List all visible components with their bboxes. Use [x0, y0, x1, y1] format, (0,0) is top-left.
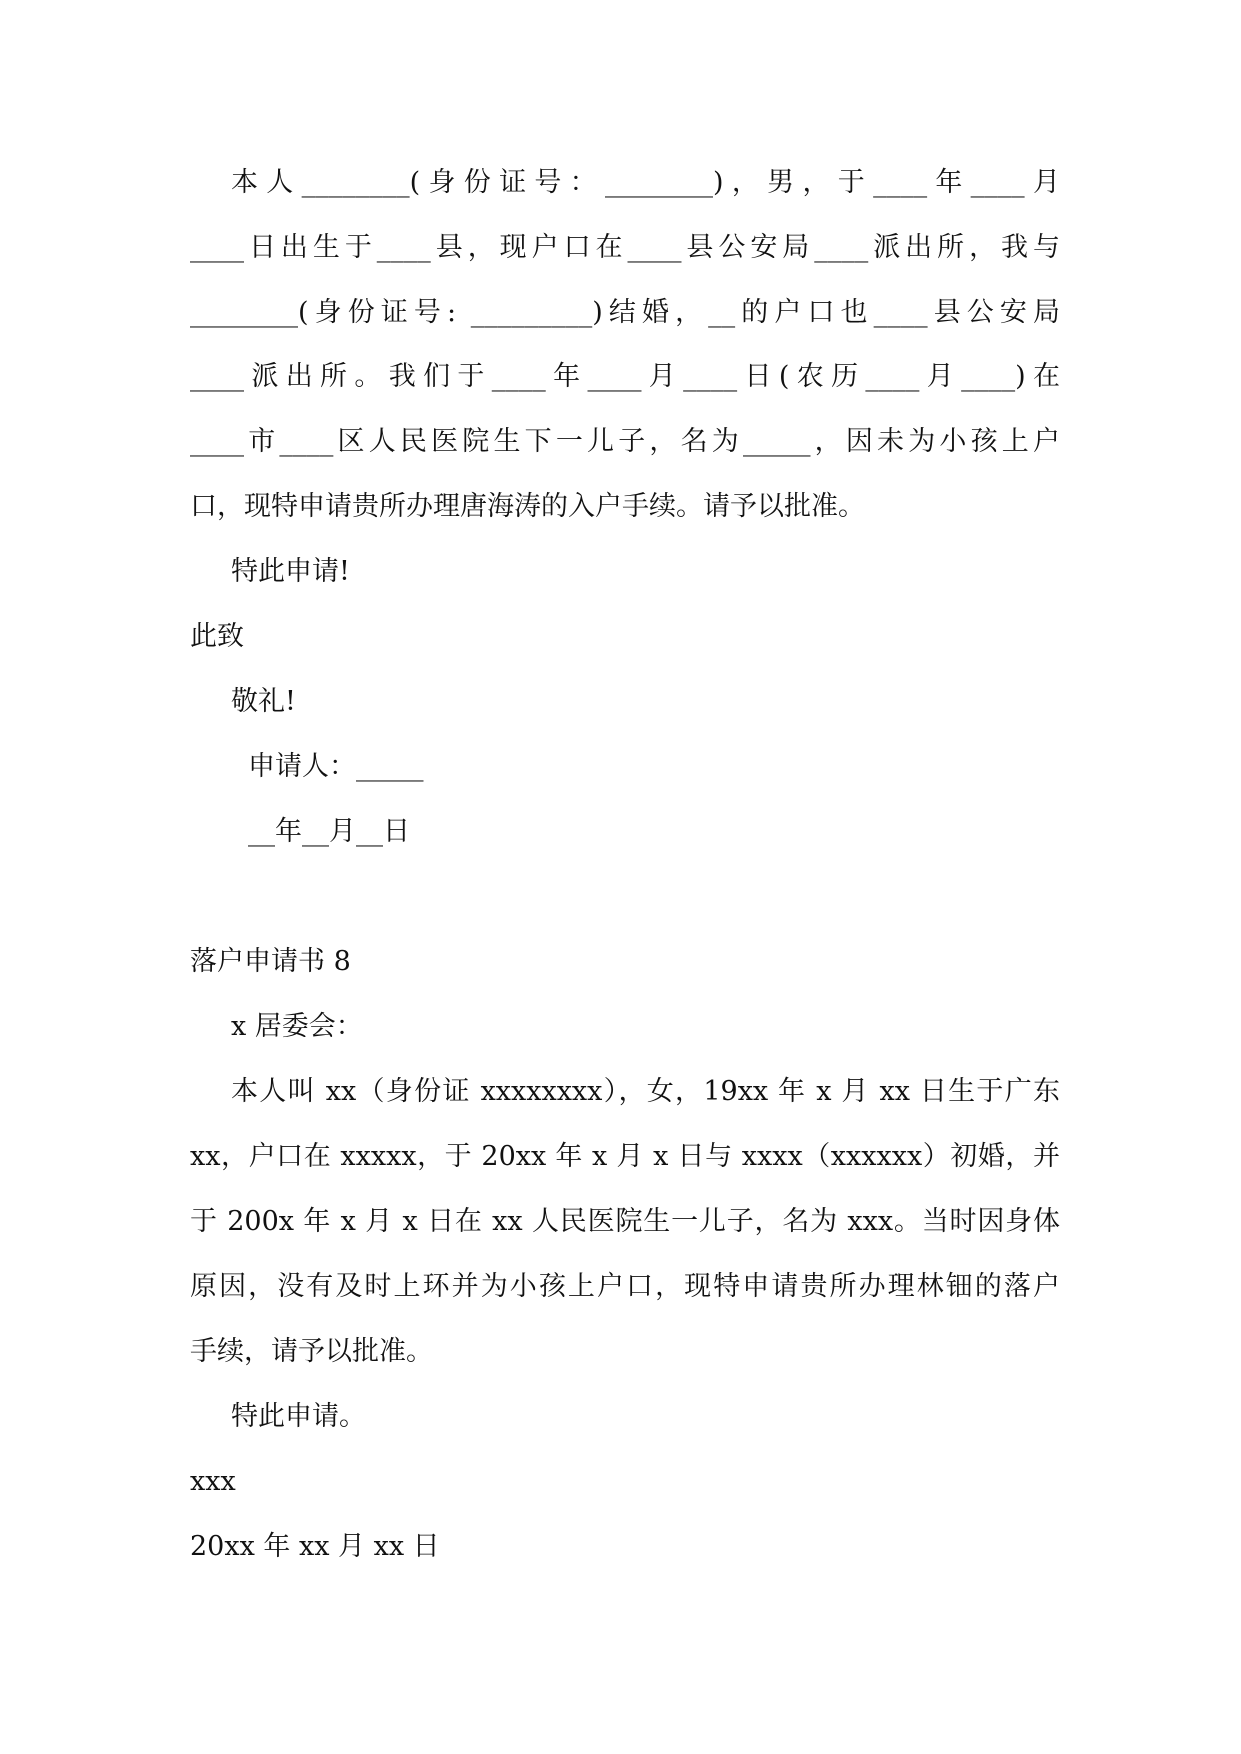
section-title: 落户申请书 8	[190, 946, 351, 977]
salutation-regards: 敬礼!	[231, 686, 296, 717]
paragraph-line: ________(身份证号: _________)结婚，__的户口也____县公安局	[190, 297, 1060, 328]
addressee: x 居委会：	[231, 1011, 363, 1042]
signature: xxx	[190, 1466, 236, 1497]
paragraph-line: xx，户口在 xxxxx，于 20xx 年 x 月 x 日与 xxxx（xxxxxx）初婚，并	[190, 1141, 1060, 1172]
paragraph-line: 本人叫 xx（身份证 xxxxxxxx），女，19xx 年 x 月 xx 日生于广东	[231, 1076, 1060, 1107]
paragraph-line: 于 200x 年 x 月 x 日在 xx 人民医院生一儿子，名为 xxx。当时因身体	[190, 1206, 1060, 1237]
applicant-line: 申请人：_____	[248, 751, 424, 782]
paragraph-line: 手续，请予以批准。	[190, 1336, 433, 1367]
closing-text: 特此申请。	[231, 1401, 366, 1432]
date-line: 20xx 年 xx 月 xx 日	[190, 1531, 440, 1562]
paragraph-line: ____日出生于____县，现户口在____县公安局____派出所，我与	[190, 232, 1060, 263]
date-line: __年__月__日	[248, 816, 410, 847]
paragraph-line: 口，现特申请贵所办理唐海涛的入户手续。请予以批准。	[190, 491, 865, 522]
closing-text: 特此申请!	[231, 556, 350, 587]
paragraph-line: ____派出所。我们于____年____月____日(农历____月____)在	[190, 361, 1060, 392]
paragraph-line: 本人________(身份证号：________)，男，于____年____月	[231, 167, 1060, 198]
salutation: 此致	[190, 621, 244, 652]
paragraph-line: ____市____区人民医院生下一儿子，名为_____，因未为小孩上户	[190, 426, 1060, 457]
paragraph-line: 原因，没有及时上环并为小孩上户口，现特申请贵所办理林钿的落户	[190, 1271, 1060, 1302]
